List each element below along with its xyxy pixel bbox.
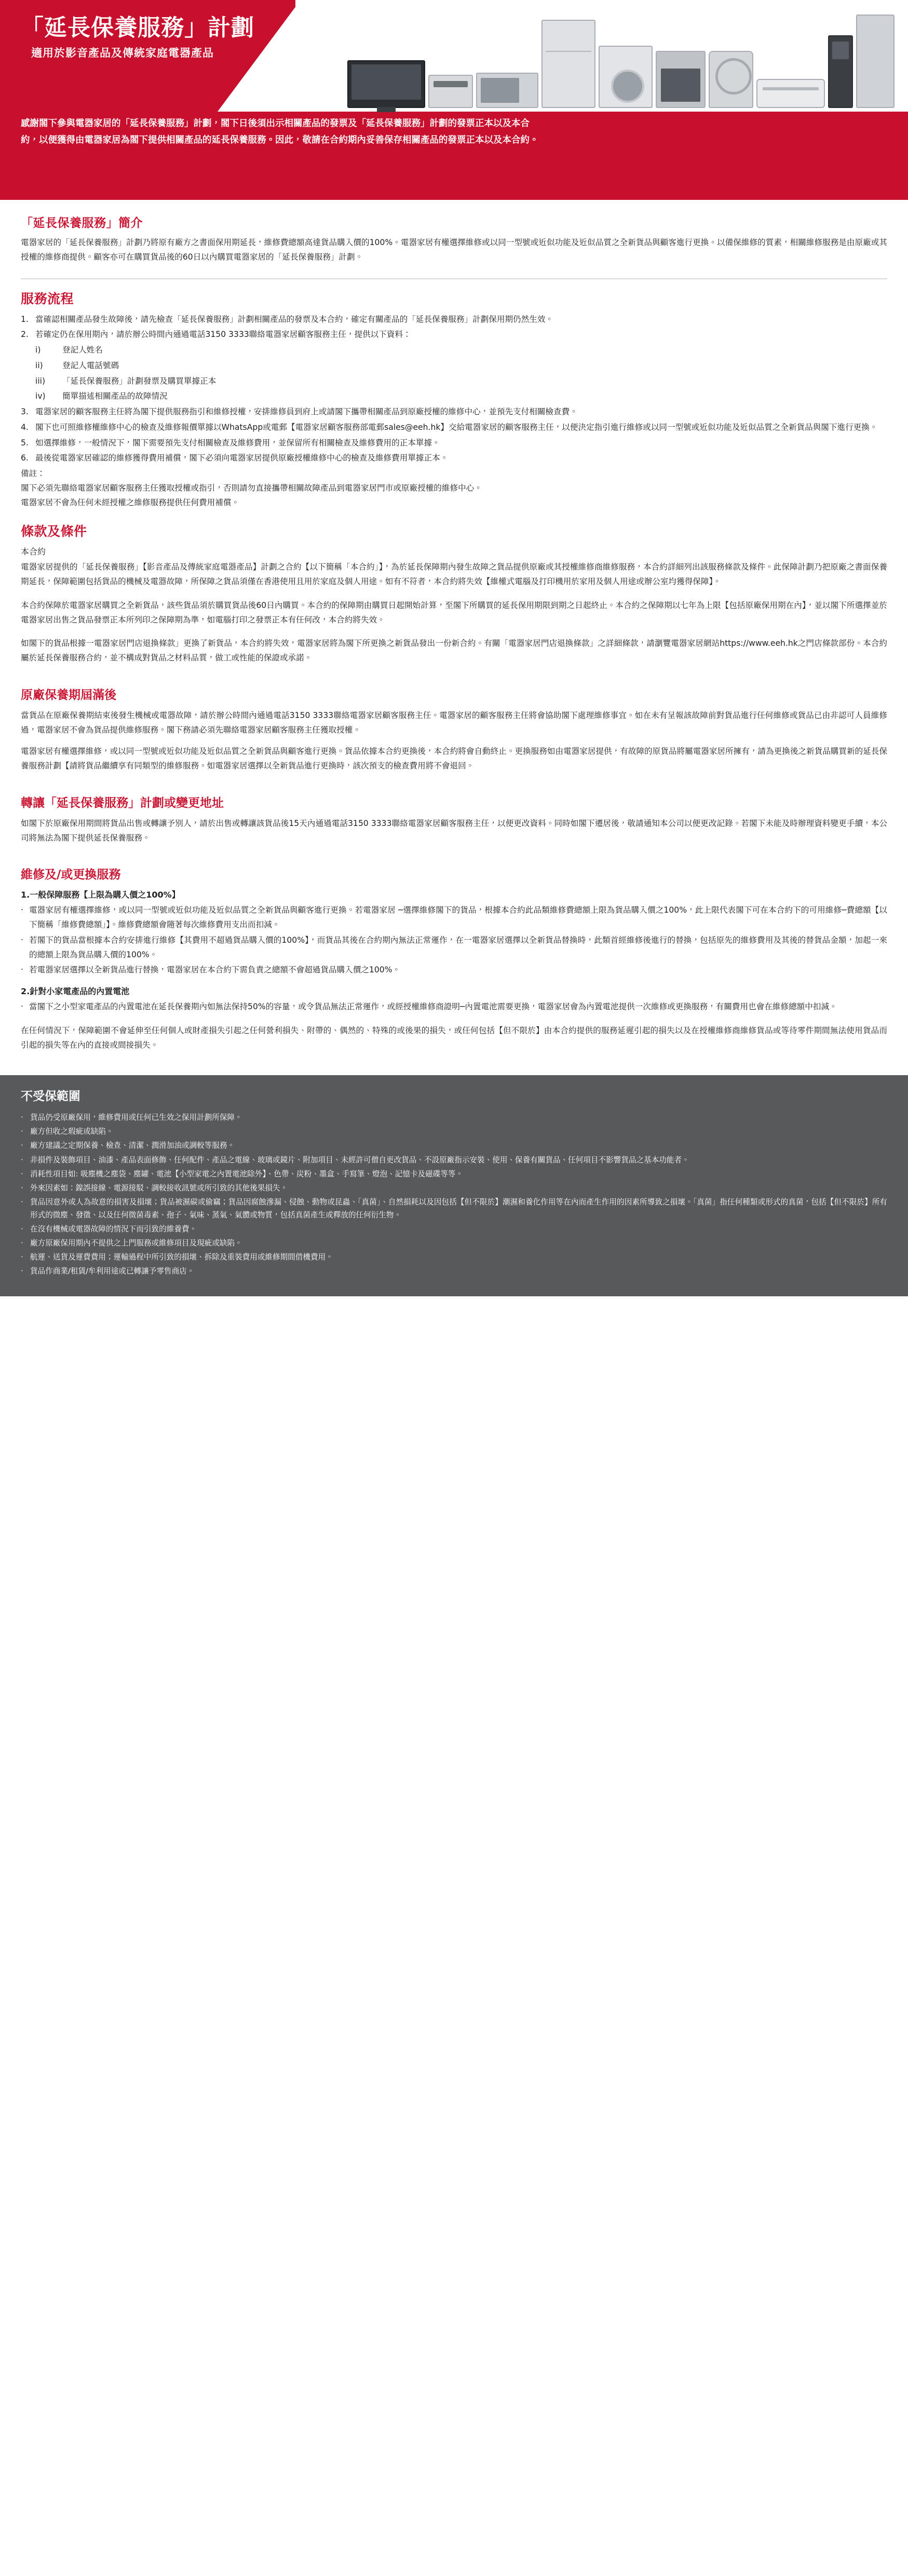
process-remark [21, 467, 887, 510]
fan-icon [709, 51, 753, 108]
terms-contract-label: 本合約 [21, 547, 46, 557]
list-item [21, 328, 887, 342]
bullet-icon: ‧ [21, 1253, 23, 1262]
intro-title: 「延長保養服務」簡介 [21, 216, 143, 230]
list-text: 貨品因意外或人為故意的損害及損壞；貨品被濕碳或偷竊；貨品因腐蝕滲漏、侵蝕、動物或昆蟲、「真菌」、自然損耗以及因包括【但不限於】潮濕和養化作用等在內而產生作用的因素所導致之損壞。「真菌」指任何種類或形式的真菌，包括【但不限於】所有形式的微塵、發徵、以及任何微菌毒素、孢子、氣味、蒸氣、氣體或物質，包括真菌產生或釋放的任何衍生物。 [30, 1197, 887, 1219]
bullet-icon: ‧ [21, 1267, 23, 1276]
after-warranty-title: 原廠保養期屆滿後 [21, 688, 116, 702]
list-text: 電器家居有權選擇維修，或以同一型號或近似功能及近似品質之全新貨品與顧客進行更換。若電器家居 ─選擇維修閣下的貨品，根據本合約此品類維修費總額上限為貨品購入價之100%，此上限代表閣下可在本合約下的可用維修─費總額【以下簡稱「維修費總額」】。維修費總額會隨著每次維修費用支出而扣減。 [29, 905, 887, 929]
list-item [21, 1125, 887, 1138]
list-item [21, 421, 887, 435]
repair-sub1-list [21, 903, 887, 978]
hero-banner [0, 0, 908, 200]
bullet-icon: ‧ [21, 1002, 23, 1011]
bullet-icon: ‧ [21, 1225, 23, 1233]
list-marker: iv) [35, 391, 46, 401]
list-item [21, 405, 887, 419]
list-text: 簡單描述相關產品的故障情況 [62, 391, 168, 401]
list-item [21, 1265, 887, 1278]
list-text: 「延長保養服務」計劃發票及購買單據正本 [62, 376, 216, 386]
list-item [21, 1182, 887, 1195]
bullet-icon: ‧ [21, 1141, 23, 1150]
list-item [21, 436, 887, 451]
transfer-paragraph: 如閣下於原廠保用期間將貨品出售或轉讓予別人，請於出售或轉讓該貨品後15天內通過電話3150 3333聯絡電器家居顧客服務主任，以便更改資料。同時如閣下遷居後，敬請通知本公司以便更改記錄。若閣下未能及時辦理資料變更手續，本公司將無法為閣下提供延長保養服務。 [21, 818, 887, 843]
list-item [21, 1251, 887, 1264]
process-sublist [35, 343, 887, 404]
list-text: 消耗性項目如: 吸塵機之塵袋、塵罐、電池【小型家電之內置電池除外】、色帶、炭粉、墨盒、手寫筆、燈泡、記憶卡及磁碟等等。 [30, 1169, 464, 1178]
intro-paragraph: 電器家居的「延長保養服務」計劃乃將原有廠方之書面保用期延長，維修費總額高達貨品購入價的100%。電器家居有權選擇維修或以同一型號或近似功能及近似品質之全新貨品與顧客進行更換。以備保維修的質素，相關維修服務是由原廠或其授權的維修商提供。顧客亦可在購買貨品後的60日以內購買電器家居的「延長保養服務」計劃。 [21, 238, 887, 262]
repair-closing-paragraph: 在任何情況下，保障範圍不會延伸至任何個人或財產損失引起之任何營利損失、附帶的、偶然的、特殊的或後果的損失，或任何包括【但不限於】由本合約提供的服務延遲引起的損失以及在授權維修商維修貨品或等待零件期間無法使用貨品而 引起的損失等在內的直接或間接損失。 [21, 1025, 887, 1050]
exclusions-section [0, 1075, 908, 1296]
refrigerator-icon [541, 20, 595, 108]
list-item [21, 313, 887, 327]
list-marker: 5. [21, 438, 29, 448]
list-marker: 4. [21, 422, 29, 432]
bullet-icon: ‧ [21, 1169, 23, 1178]
after-warranty-section [0, 675, 908, 783]
hero-paragraph: 感謝閣下參與電器家居的「延長保養服務」計劃，閣下日後須出示相關產品的發票及「延長保養服務」計劃的發票正本以及本合約，以便獲得由電器家居為閣下提供相關產品的延長保養服務。因此，敬請在合約期內妥善保存相關產品的發票正本以及本合約。 [21, 118, 539, 146]
repair-title: 維修及/或更換服務 [21, 868, 121, 882]
speaker-icon [828, 35, 853, 108]
list-text: 廠方建議之定期保養、檢查、清潔、潤滑加油或調較等服務。 [30, 1141, 235, 1150]
list-text: 若閣下的貨品當根據本合約安排進行維修【其費用不超過貨品購入價的100%】，而貨品其後在合約期內無法正常運作，在一電器家居選擇以全新貨品替換時，此類首經維修後進行的替換，包括原先的維修費用及其後的替貨品金額，加起一來的總額上限為貨品購入價的100%。 [29, 935, 887, 959]
list-text: 登記人電話號碼 [62, 360, 119, 370]
exclusions-title: 不受保範圍 [21, 1090, 80, 1104]
process-list-2 [21, 405, 887, 466]
list-text: 當閣下之小型家電產品的內置電池在延長保養期內如無法保持50%的容量，或令貨品無法正常運作，或經授權維修商證明─內置電池需要更換，電器家居會為內置電池提供一次維修或更換服務，有關費用也會在維修總額中扣減。 [29, 1002, 837, 1011]
list-item [21, 1196, 887, 1222]
repair-section [0, 855, 908, 1062]
repair-sub1-title: 1.一般保障服務【上限為購入價之100%】 [21, 890, 180, 900]
remark-line: 電器家居不會為任何未經授權之維修服務提供任何費用補償。 [21, 497, 240, 507]
list-item [35, 374, 887, 389]
list-item [21, 903, 887, 932]
exclusions-list [21, 1111, 887, 1278]
list-text: 廠方但收之瑕疵或缺陷。 [30, 1127, 114, 1136]
list-marker: i) [35, 345, 41, 355]
repair-sub2-list [21, 1000, 887, 1014]
terms-title: 條款及條件 [21, 524, 87, 539]
transfer-title: 轉讓「延長保養服務」計劃或變更地址 [21, 796, 224, 810]
list-marker: 2. [21, 330, 29, 340]
list-text: 電器家居的顧客服務主任將為閣下提供服務指引和維修授權，安排維修員到府上或請閣下攜帶相關產品到原廠授權的維修中心，並預先支付相關檢查費。 [35, 407, 578, 416]
list-item [21, 1139, 887, 1152]
list-item [35, 343, 887, 358]
list-marker: 6. [21, 453, 29, 463]
microwave-icon [476, 73, 538, 108]
list-text: 外來因素如：鎳誤接線、電源接駁、調較接收訊號或所引致的其他後果損失。 [30, 1183, 288, 1192]
terms-section [0, 510, 908, 666]
appliance-illustration [311, 4, 903, 108]
list-text: 最後從電器家居確認的維修獲得費用補償，閣下必須向電器家居提供原廠授權維修中心的檢查及維修費用單據正本。 [35, 453, 449, 463]
intro-section [0, 200, 908, 275]
list-item [21, 1223, 887, 1236]
list-marker: 3. [21, 407, 29, 416]
list-marker: iii) [35, 376, 46, 386]
after-warranty-paragraph: 當貨品在原廠保養期結束後發生機械或電器故障，請於辦公時間內通過電話3150 3333聯絡電器家居顧客服務主任。電器家居的顧客服務主任將會協助閣下處理維修事宜。如在未有呈報該故障前對貨品進行任何維修或貨品已由非認可人員維修過，電器家居不會為貨品提供維修服務。閣下務請必須先聯絡電器家居顧客服務主任獲取授權。 [21, 710, 887, 735]
list-item [35, 359, 887, 373]
air-conditioner-icon [756, 79, 825, 108]
oven-icon [656, 51, 706, 108]
terms-paragraph: 如閣下的貨品根據一電器家居門店退換條款」更換了新貨品，本合約將失效，電器家居將為閣下所更換之新貨品發出一份新合約。有關「電器家居門店退換條款」之詳細條款，請瀏覽電器家居網站https://www.eeh.hk之門店條款部份。本合約屬於延長保養服務合約，並不構成對貨品之材料品質，做工或性能的保證或承諾。 [21, 639, 887, 662]
list-text: 貨品仍受原廠保用，維修費用或任何已生效之保用計劃所保障。 [30, 1113, 242, 1122]
list-marker: 1. [21, 314, 29, 324]
list-item [21, 1168, 887, 1181]
list-text: 非損件及裝飾項目、油漆、產品表面修飾、任何配件、產品之電線、玻璃或鏡片、附加項目、未經許可僧自更改貨品、不設原廠指示安裝、使用、保養有關貨品、任何項目不影響貨品之基本功能者。 [30, 1155, 689, 1164]
list-text: 廠方原廠保用期內不提供之上門服務或維修項目及現疵或缺陷。 [30, 1239, 242, 1248]
list-text: 若確定仍在保用期內，請於辦公時間內通過電話3150 3333聯絡電器家居顧客服務主任，提供以下資料： [35, 330, 411, 340]
list-item [21, 963, 887, 978]
transfer-section [0, 783, 908, 855]
process-title: 服務流程 [21, 291, 74, 306]
terms-paragraph: 電器家居提供的「延長保養服務」【影音產品及傳統家庭電器產品】計劃之合約【以下簡稱「本合約」】，為於延長保障期內發生故障之貨品提供原廠或其授權維修商維修服務，本合約詳細列出該服務條款及條件。此保障計劃乃把原廠之書面保養期延長，保障範圍包括貨品的機械及電器故障，所保障之貨品須僅在香港使用且用於家庭及個人用途。如有不符者，本合約將失效【維權式電腦及打印機用於家用及個人用途或辦公室均獲得保障】。 [21, 562, 887, 586]
list-item [21, 1154, 887, 1167]
list-item [21, 451, 887, 466]
list-item [21, 1000, 887, 1014]
bullet-icon: ‧ [21, 1183, 23, 1192]
list-text: 航運、送貨及運費費用；運輸過程中所引致的損壞、拆除及重裝費用或維修期間借機費用。 [30, 1253, 333, 1262]
list-item [21, 933, 887, 962]
bullet-icon: ‧ [21, 1239, 23, 1248]
page-title: 「延長保養服務」計劃 [21, 15, 254, 41]
remark-label: 備註： [21, 469, 45, 478]
list-item [21, 1111, 887, 1124]
bullet-icon: ‧ [21, 1155, 23, 1164]
tall-fridge-icon [856, 15, 895, 108]
bullet-icon: ‧ [21, 1197, 23, 1206]
set-top-box-icon [428, 75, 473, 108]
repair-sub2-title: 2.針對小家電產品的內置電池 [21, 986, 130, 996]
bullet-icon: ‧ [21, 1113, 23, 1122]
page-subtitle: 適用於影音產品及傳統家庭電器產品 [31, 47, 214, 59]
tv-icon [347, 60, 425, 108]
list-text: 如選擇維修，一般情況下，閣下需要預先支付相關檢查及維修費用，並保留所有相關檢查及維修費用的正本單據。 [35, 438, 440, 448]
bullet-icon: ‧ [21, 1127, 23, 1136]
list-text: 在沒有機械或電器故障的情況下而引致的維養費。 [30, 1225, 197, 1233]
bullet-icon: ‧ [21, 905, 23, 915]
list-item [21, 1237, 887, 1250]
list-text: 閣下也可照維修權維修中心的檢查及維修報價單據以WhatsApp或電郵【電器家居顧客服務部電郵sales@eeh.hk】交給電器家居的顧客服務主任，以便決定指引進行維修或以同一型號或近似功能及近似品質之全新貨品與閣下進行更換。 [35, 422, 878, 432]
washing-machine-icon [599, 46, 653, 108]
remark-line: 閣下必須先聯絡電器家居顧客服務主任獲取授權或指引，否則請勿直接攜帶相關故障產品到電器家居門市或原廠授權的維修中心。 [21, 483, 482, 493]
list-marker: ii) [35, 360, 43, 370]
bullet-icon: ‧ [21, 965, 23, 975]
list-text: 貨品作商業/租賃/牟利用途或已轉讓予零售商店。 [30, 1267, 195, 1276]
process-section [0, 279, 908, 510]
process-list [21, 313, 887, 343]
bullet-icon: ‧ [21, 935, 23, 945]
list-text: 登記人姓名 [62, 345, 103, 355]
list-text: 若電器家居選擇以全新貨品進行替換，電器家居在本合約下需負責之總額不會超過貨品購入價之100%。 [29, 965, 401, 975]
after-warranty-paragraph: 電器家居有權選擇維修，或以同一型號或近似功能及近似品質之全新貨品與顧客進行更換。貨品依據本合約更換後，本合約將會自動終止。更換服務如由電器家居提供，有故障的原貨品將屬電器家居所擁有，請為更換後之新貨品購買新的延長保養服務計劃【請將貨品繼續享有同類型的維修服務。如電器家居選擇以全新貨品進行更換時，該次預支的檢查費用將不會退回。 [21, 747, 887, 770]
list-text: 當確認相關產品發生故障後，請先檢查「延長保養服務」計劃相關產品的發票及本合約，確定有關產品的「延長保養服務」計劃保用期仍然生效。 [35, 314, 554, 324]
terms-paragraph: 本合約保障於電器家居購買之全新貨品，該些貨品須於購買貨品後60日內購買。本合約的保障期由購買日起開始計算，至閣下所購買的延長保用期限到期之日起終止。本合約之保障期以七年為上限【包括原廠保用期在內】，並以閣下所選擇並於電器家居出售之貨品發票正本所列印之保障期為準，如電腦打印之發票正本有任何改，本合約將失效。 [21, 600, 887, 625]
list-item [35, 389, 887, 404]
